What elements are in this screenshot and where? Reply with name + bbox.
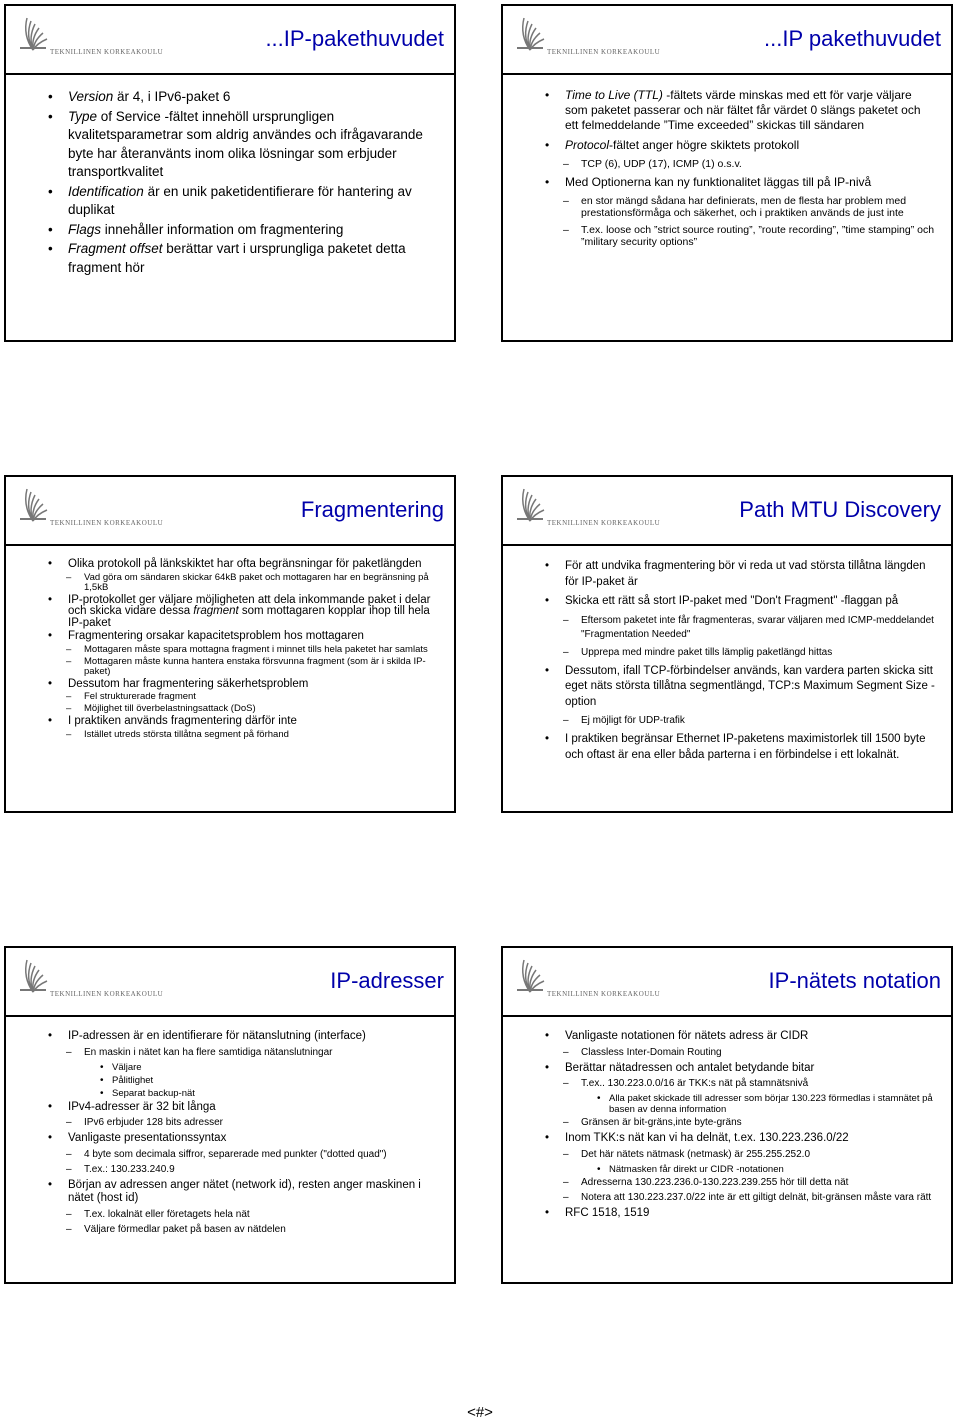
sub-bullet-item: – Upprepa med mindre paket tills lämplig paketlängd hittas bbox=[533, 646, 937, 660]
slide-body bbox=[533, 88, 937, 253]
sub-bullet-item: • Separat backup-nät bbox=[36, 1088, 440, 1099]
sub-bullet-item: • Väljare bbox=[36, 1062, 440, 1073]
slide-body bbox=[36, 88, 440, 278]
sub-bullet-item: – T.ex.. 130.223.0.0/16 är TKK:s nät på stamnätsnivå bbox=[533, 1078, 937, 1090]
logo-text: TEKNILLINEN KORKEAKOULU bbox=[50, 519, 164, 527]
bullet-item: • Fragmentering orsakar kapacitetsproblem hos mottagaren bbox=[36, 631, 440, 643]
slide-title: IP-adresser bbox=[330, 968, 444, 993]
bullet-item: • Vanligaste notationen för nätets adress är CIDR bbox=[533, 1030, 937, 1044]
university-logo bbox=[511, 483, 661, 535]
sub-bullet-item: – Det här nätets nätmask (netmask) är 255.255.252.0 bbox=[533, 1149, 937, 1161]
sub-bullet-item: • Pålitlighet bbox=[36, 1075, 440, 1086]
page-number: <#> bbox=[467, 1404, 493, 1421]
sub-bullet-item: – Vad göra om sändaren skickar 64kB paket och mottagaren har en begränsning på 1,5kB bbox=[36, 573, 440, 593]
slide-title: IP-nätets notation bbox=[768, 968, 941, 993]
university-logo bbox=[14, 12, 164, 64]
sub-bullet-item: – Adresserna 130.223.236.0-130.223.239.255 hör till detta nät bbox=[533, 1177, 937, 1189]
sub-bullet-item: – Ej möjligt för UDP-trafik bbox=[533, 714, 937, 728]
sub-bullet-item: – Mottagaren måste kunna hantera enstaka försvunna fragment (som är i skilda IP-paket) bbox=[36, 657, 440, 677]
bullet-item: • För att undvika fragmentering bör vi reda ut vad största tillåtna längden för IP-paket är bbox=[533, 559, 937, 590]
bullet-item: • Inom TKK:s nät kan vi ha delnät, t.ex. 130.223.236.0/22 bbox=[533, 1132, 937, 1146]
slide-2 bbox=[501, 4, 953, 342]
sub-bullet-item: – T.ex. loose och ”strict source routing”, ”route recording”, ”time stamping” och ”military security options” bbox=[533, 224, 937, 249]
sub-bullet-item: – Mottagaren måste spara mottagna fragment i minnet tills hela paketet har samlats bbox=[36, 645, 440, 655]
sub-bullet-item: – IPv6 erbjuder 128 bits adresser bbox=[36, 1117, 440, 1129]
slide-title: Path MTU Discovery bbox=[739, 497, 941, 522]
bullet-item: • Berättar nätadressen och antalet betydande bitar bbox=[533, 1062, 937, 1076]
bullet-item: • I praktiken används fragmentering därför inte bbox=[36, 716, 440, 728]
sub-bullet-item: – Istället utreds största tillåtna segment på förhand bbox=[36, 730, 440, 740]
sub-bullet-item: – Väljare förmedlar paket på basen av nätdelen bbox=[36, 1224, 440, 1236]
slide-6 bbox=[501, 946, 953, 1284]
slide-4 bbox=[501, 475, 953, 813]
bullet-item: • Vanligaste presentationssyntax bbox=[36, 1132, 440, 1146]
title-divider bbox=[6, 544, 454, 546]
slide-body bbox=[36, 559, 440, 742]
bullet-item: • Skicka ett rätt så stort IP-paket med "Don't Fragment" -flaggan på bbox=[533, 594, 937, 610]
sub-bullet-item: – TCP (6), UDP (17), ICMP (1) o.s.v. bbox=[533, 158, 937, 171]
title-divider bbox=[503, 544, 951, 546]
bullet-item: • Protocol-fältet anger högre skiktets protokoll bbox=[533, 138, 937, 153]
bullet-item: • Dessutom, ifall TCP-förbindelser används, kan vardera parten skicka sitt eget näts största tillåtna segmentlängd, TCP:s Maximum Segment Size -option bbox=[533, 664, 937, 711]
slide-1 bbox=[4, 4, 456, 342]
bullet-item: • Time to Live (TTL) -fältets värde minskas med ett för varje väljare som paketet passerar och när fältet får värdet 0 slängs paketet och ett felmeddelande ”Time exceeded” skickas till sändaren bbox=[533, 88, 937, 133]
slide-title: ...IP-pakethuvudet bbox=[265, 26, 444, 51]
bullet-item: • Flags innehåller information om fragmentering bbox=[36, 221, 440, 240]
bullet-item: • Olika protokoll på länkskiktet har ofta begränsningar för paketlängden bbox=[36, 559, 440, 571]
university-logo bbox=[14, 483, 164, 535]
logo-text: TEKNILLINEN KORKEAKOULU bbox=[547, 48, 661, 56]
sub-bullet-item: – Eftersom paketet inte får fragmenteras, svarar väljaren med ICMP-meddelandet "Fragmentation Needed" bbox=[533, 614, 937, 642]
slide-body bbox=[36, 1030, 440, 1239]
title-divider bbox=[6, 1015, 454, 1017]
bullet-item: • Med Optionerna kan ny funktionalitet läggas till på IP-nivå bbox=[533, 175, 937, 190]
bullet-item: • IP-protokollet ger väljare möjligheten att dela inkommande paket i delar och skicka vidare dessa fragment som mottagaren kopplar ihop till hela IP-paket bbox=[36, 595, 440, 630]
bullet-item: • Dessutom har fragmentering säkerhetsproblem bbox=[36, 679, 440, 691]
bullet-item: • Fragment offset berättar vart i ursprungliga paketet detta fragment hör bbox=[36, 240, 440, 277]
slide-body bbox=[533, 1030, 937, 1223]
university-logo bbox=[511, 12, 661, 64]
sub-bullet-item: – en stor mängd sådana har definierats, men de flesta har problem med prestationsförmåga och säkerhet, och i praktiken används de just inte bbox=[533, 195, 937, 220]
sub-bullet-item: • Nätmasken får direkt ur CIDR -notationen bbox=[533, 1164, 937, 1175]
university-logo bbox=[511, 954, 661, 1006]
sub-bullet-item: – Notera att 130.223.237.0/22 inte är ett giltigt delnät, bit-gränsen måste vara rätt bbox=[533, 1192, 937, 1204]
slide-5 bbox=[4, 946, 456, 1284]
sub-bullet-item: – 4 byte som decimala siffror, separerade med punkter ("dotted quad") bbox=[36, 1149, 440, 1161]
sub-bullet-item: – En maskin i nätet kan ha flere samtidiga nätanslutningar bbox=[36, 1047, 440, 1059]
slide-body bbox=[533, 559, 937, 767]
bullet-item: • Type of Service -fältet innehöll ursprungligen kvalitetsparametrar som aldrig användes och ifrågavarande byte har återanvänts inom olika lösningar som erbjuder transportkvalitet bbox=[36, 108, 440, 182]
bullet-item: • I praktiken begränsar Ethernet IP-paketens maximistorlek till 1500 byte och oftast är ena eller båda parterna i en förbindelse i ett lokalnät. bbox=[533, 732, 937, 763]
bullet-item: • RFC 1518, 1519 bbox=[533, 1207, 937, 1221]
bullet-item: • IPv4-adresser är 32 bit långa bbox=[36, 1101, 440, 1115]
title-divider bbox=[503, 73, 951, 75]
bullet-item: • IP-adressen är en identifierare för nätanslutning (interface) bbox=[36, 1030, 440, 1044]
sub-bullet-item: • Alla paket skickade till adresser som börjar 130.223 förmedlas i stamnätet på basen av denna information bbox=[533, 1093, 937, 1115]
sub-bullet-item: – Möjlighet till överbelastningsattack (DoS) bbox=[36, 704, 440, 714]
bullet-item: • Identification är en unik paketidentifierare för hantering av duplikat bbox=[36, 183, 440, 220]
slide-title: Fragmentering bbox=[300, 497, 444, 522]
bullet-item: • Version är 4, i IPv6-paket 6 bbox=[36, 88, 440, 107]
slide-3 bbox=[4, 475, 456, 813]
logo-text: TEKNILLINEN KORKEAKOULU bbox=[547, 990, 661, 998]
title-divider bbox=[6, 73, 454, 75]
title-divider bbox=[503, 1015, 951, 1017]
logo-text: TEKNILLINEN KORKEAKOULU bbox=[50, 990, 164, 998]
sub-bullet-item: – Gränsen är bit-gräns,inte byte-gräns bbox=[533, 1117, 937, 1129]
bullet-item: • Början av adressen anger nätet (network id), resten anger maskinen i nätet (host id) bbox=[36, 1179, 440, 1206]
logo-text: TEKNILLINEN KORKEAKOULU bbox=[50, 48, 164, 56]
university-logo bbox=[14, 954, 164, 1006]
sub-bullet-item: – Fel strukturerade fragment bbox=[36, 692, 440, 702]
logo-text: TEKNILLINEN KORKEAKOULU bbox=[547, 519, 661, 527]
sub-bullet-item: – T.ex. lokalnät eller företagets hela nät bbox=[36, 1209, 440, 1221]
slide-title: ...IP pakethuvudet bbox=[764, 26, 941, 51]
sub-bullet-item: – Classless Inter-Domain Routing bbox=[533, 1047, 937, 1059]
sub-bullet-item: – T.ex.: 130.233.240.9 bbox=[36, 1164, 440, 1176]
